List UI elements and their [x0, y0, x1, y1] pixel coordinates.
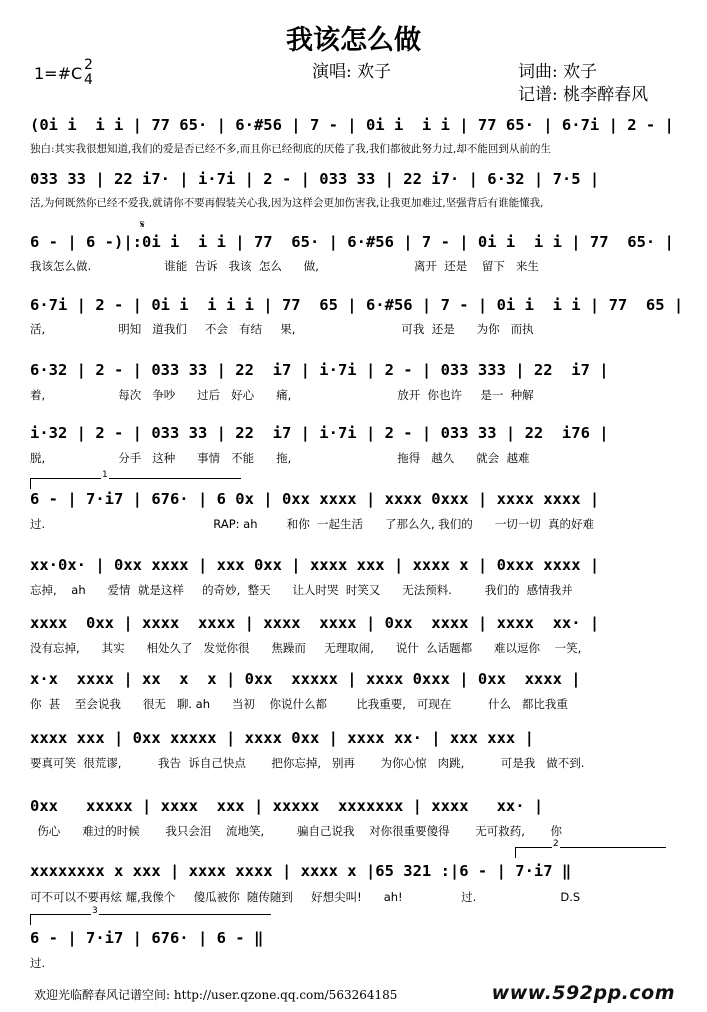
score-row-notes: 6 - | 7·i7 | 676· | 6 - ‖	[30, 929, 264, 947]
score-row-lyric: 活, 明知 道我们 不会 有结 果, 可我 还是 为你 而执	[30, 322, 534, 336]
score-row-notes: 6 - | 7·i7 | 676· | 6 0x | 0xx xxxx | xxxx 0xxx | xxxx xxxx |	[30, 490, 600, 508]
key-signature: 1=#C	[34, 64, 83, 83]
score-row-lyric: 活,为何既然你已经不爱我,就请你不要再假装关心我,因为这样会更加伤害我,让我更加难过,坚强背后有谁能懂我,	[30, 197, 544, 209]
segno-icon: 𝄋	[140, 218, 145, 231]
footer-link[interactable]: 欢迎光临醉春风记谱空间: http://user.qzone.qq.com/563264185	[34, 988, 398, 1002]
transcriber-credit: 记谱: 桃李醉春风	[518, 85, 649, 105]
time-signature-bottom: 4	[84, 72, 93, 88]
score-row-lyric: 要真可笑 很荒谬, 我告 诉自己快点 把你忘掉, 别再 为你心惊 肉跳, 可是我 做不到.	[30, 756, 585, 770]
score-row-lyric: 过. RAP: ah 和你 一起生活 了那么久, 我们的 一切一切 真的好难	[30, 517, 595, 531]
score-row-lyric: 伤心 难过的时候 我只会泪 流地笑, 骗自己说我 对你很重要傻得 无可救药, 你	[30, 824, 562, 838]
score-row-notes: 6·32 | 2 - | 033 33 | 22 i7 | i·7i | 2 - | 033 333 | 22 i7 |	[30, 361, 609, 379]
site-watermark: www.592pp.com	[491, 982, 675, 1004]
time-signature-top: 2	[84, 57, 93, 73]
score-row-notes: 6·7i | 2 - | 0i i i i i | 77 65 | 6·#56 | 7 - | 0i i i i | 77 65 |	[30, 296, 684, 314]
lyricist-credit: 词曲: 欢子	[518, 62, 598, 82]
score-row-lyric: 可不可以不要再炫 耀,我像个 傻瓜被你 随传随到 好想尖叫! ah! 过. D.S	[30, 890, 581, 904]
score-row-lyric: 着, 每次 争吵 过后 好心 痛, 放开 你也许 是一 种解	[30, 388, 534, 402]
score-row-notes: x·x xxxx | xx x x | 0xx xxxxx | xxxx 0xxx | 0xx xxxx |	[30, 670, 581, 688]
score-row-lyric: 过.	[30, 956, 46, 970]
score-row-notes: 0xx xxxxx | xxxx xxx | xxxxx xxxxxxx | xxxx xx· |	[30, 797, 544, 815]
score-row-lyric: 忘掉, ah 爱情 就是这样 的奇妙, 整天 让人时哭 时笑又 无法预料. 我们的 感情我并	[30, 583, 573, 597]
score-row-lyric: 你 甚 至会说我 很无 聊. ah 当初 你说什么都 比我重要, 可现在 什么 都比我重	[30, 697, 568, 711]
volta-bracket-3: 3	[30, 914, 271, 925]
score-row-lyric: 我该怎么做. 谁能 告诉 我该 怎么 做, 离开 还是 留下 来生	[30, 259, 539, 273]
score-row-notes: 6 - | 6 -)|:0i i i i | 77 65· | 6·#56 | 7 - | 0i i i i | 77 65· |	[30, 233, 674, 251]
score-row-lyric: 脱, 分手 这种 事情 不能 拖, 拖得 越久 就会 越难	[30, 451, 530, 465]
song-title: 我该怎么做	[286, 25, 421, 56]
score-row-notes: i·32 | 2 - | 033 33 | 22 i7 | i·7i | 2 - | 033 33 | 22 i76 |	[30, 424, 609, 442]
score-row-lyric: 没有忘掉, 其实 相处久了 发觉你很 焦躁而 无理取闹, 说什 么话题都 难以逗你 一笑,	[30, 641, 582, 655]
volta-bracket-1: 1	[30, 478, 241, 489]
score-row-notes: xxxx xxx | 0xx xxxxx | xxxx 0xx | xxxx xx· | xxx xxx |	[30, 729, 534, 747]
time-signature	[84, 58, 93, 88]
score-row-notes: (0i i i i | 77 65· | 6·#56 | 7 - | 0i i i i | 77 65· | 6·7i | 2 - |	[30, 116, 674, 134]
score-row-notes: 033 33 | 22 i7· | i·7i | 2 - | 033 33 | 22 i7· | 6·32 | 7·5 |	[30, 170, 600, 188]
volta-bracket-2: 2	[515, 847, 666, 858]
score-row-notes: xxxxxxxx x xxx | xxxx xxxx | xxxx x |65 321 :|6 - | 7·i7 ‖	[30, 862, 572, 880]
score-row-lyric: 独白:其实我很想知道,我们的爱是否已经不多,而且你已经彻底的厌倦了我,我们都彼此努力过,却不能回到从前的生	[30, 143, 551, 155]
score-row-notes: xxxx 0xx | xxxx xxxx | xxxx xxxx | 0xx xxxx | xxxx xx· |	[30, 614, 600, 632]
score-row-notes: xx·0x· | 0xx xxxx | xxx 0xx | xxxx xxx | xxxx x | 0xxx xxxx |	[30, 556, 600, 574]
singer-credit: 演唱: 欢子	[312, 62, 392, 82]
